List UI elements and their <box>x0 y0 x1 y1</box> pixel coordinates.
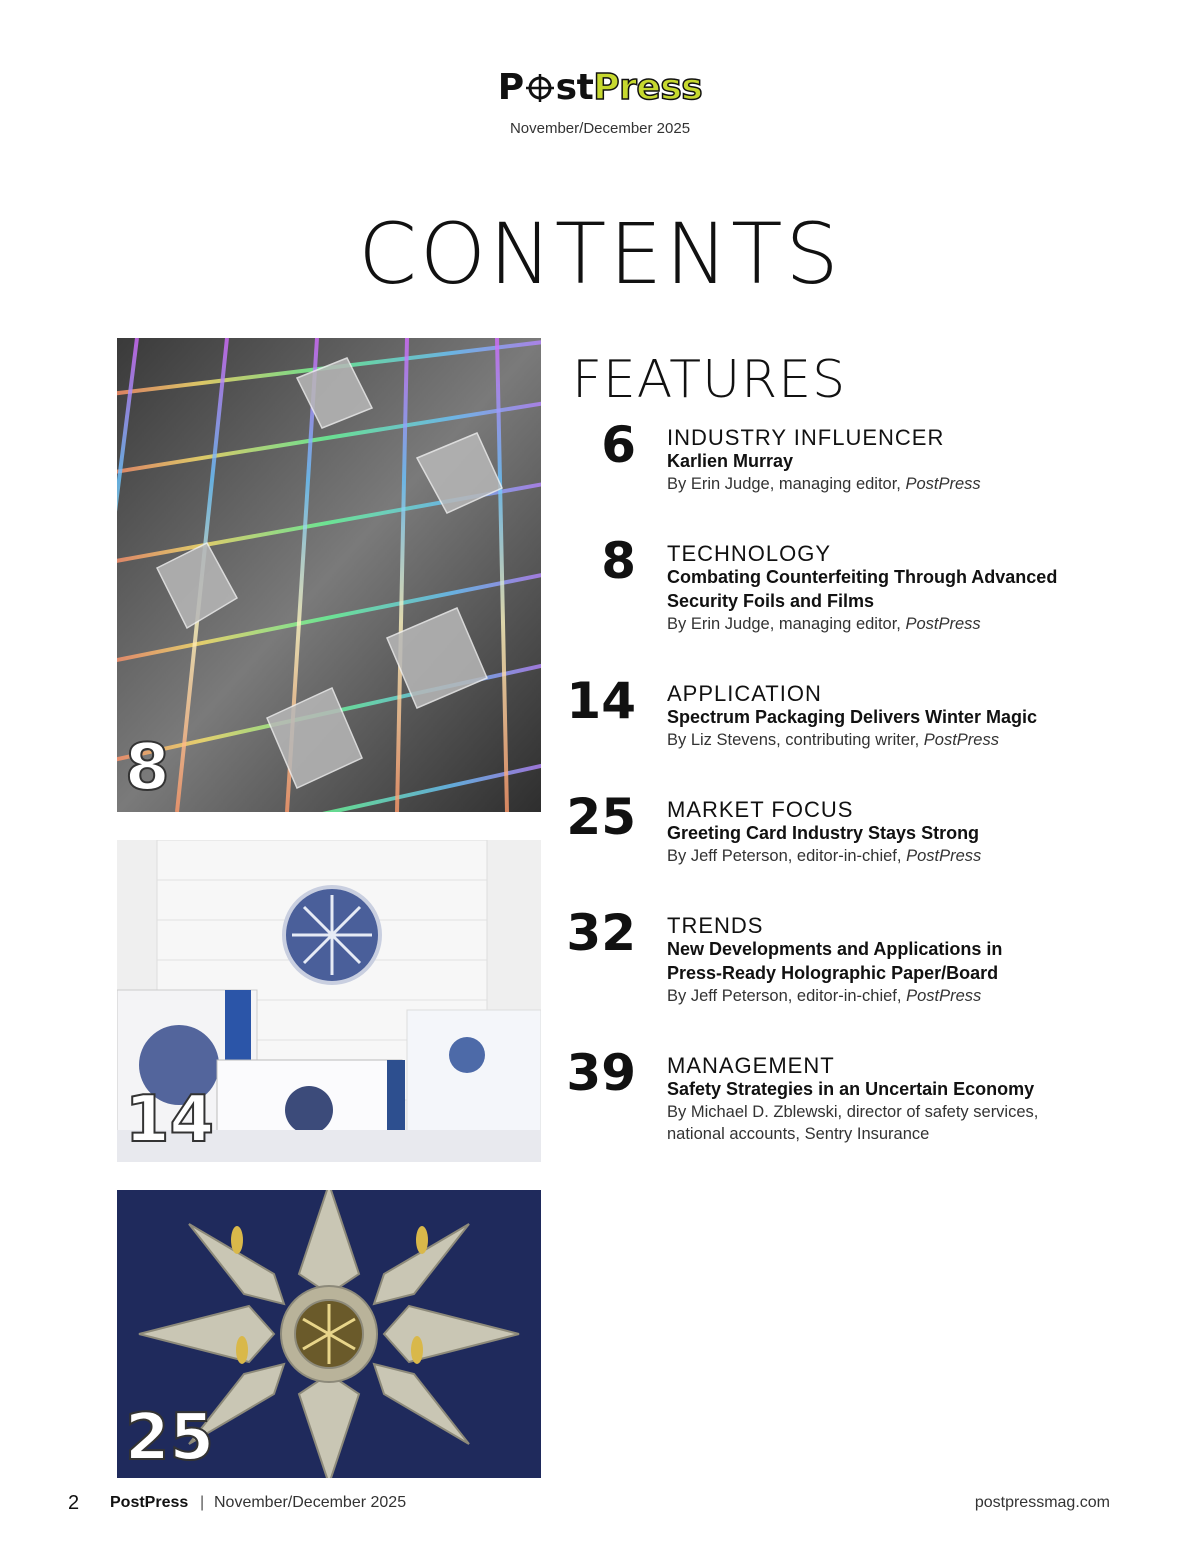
photo-page-number: 25 <box>125 1401 215 1475</box>
masthead <box>0 67 1200 137</box>
feature-section: TRENDS <box>667 913 764 938</box>
foil-snowflake-card-photo[interactable] <box>117 1190 541 1478</box>
footer-brand: PostPress <box>110 1494 189 1511</box>
feature-page-number: 6 <box>601 416 636 474</box>
feature-headline[interactable]: Combating Counterfeiting Through Advanced <box>667 567 1058 588</box>
feature-byline: By Liz Stevens, contributing writer, PostPress <box>667 731 999 750</box>
page-title: CONTENTS <box>358 205 842 303</box>
feature-page-number: 25 <box>566 788 636 846</box>
feature-section: INDUSTRY INFLUENCER <box>667 425 945 450</box>
feature-byline: By Erin Judge, managing editor, PostPress <box>667 614 981 633</box>
feature-headline-line2[interactable]: Press-Ready Holographic Paper/Board <box>667 963 999 984</box>
snowscape-packaging-photo[interactable] <box>117 840 541 1162</box>
holographic-foil-photo[interactable] <box>117 338 541 812</box>
feature-page-number: 39 <box>566 1044 636 1102</box>
issue-date: November/December 2025 <box>509 120 691 137</box>
crosshair-icon <box>525 73 555 103</box>
feature-section: MARKET FOCUS <box>667 797 854 822</box>
postpress-logo[interactable] <box>497 67 703 108</box>
logo-text-st: st <box>555 67 594 108</box>
feature-headline-line2[interactable]: Security Foils and Films <box>667 591 875 612</box>
feature-byline-line2: national accounts, Sentry Insurance <box>667 1124 930 1143</box>
feature-headline[interactable]: New Developments and Applications in <box>667 939 1003 960</box>
feature-page-number: 32 <box>566 904 636 962</box>
holographic-foil-image <box>117 338 541 812</box>
feature-page-number: 8 <box>601 532 636 590</box>
feature-section: TECHNOLOGY <box>667 541 832 566</box>
feature-byline: By Erin Judge, managing editor, PostPress <box>667 475 981 494</box>
feature-headline[interactable]: Greeting Card Industry Stays Strong <box>667 823 980 844</box>
feature-headline[interactable]: Spectrum Packaging Delivers Winter Magic <box>667 707 1037 728</box>
feature-section: APPLICATION <box>667 681 822 706</box>
folio-page-number: 2 <box>68 1492 80 1514</box>
features-heading: FEATURES <box>572 350 847 410</box>
footer-website-link[interactable]: postpressmag.com <box>974 1494 1110 1511</box>
logo-text-p: P <box>497 67 524 108</box>
page-footer <box>0 1494 1200 1518</box>
photo-page-number: 8 <box>125 731 170 805</box>
footer-separator: | <box>200 1494 205 1511</box>
footer-issue-date: November/December 2025 <box>214 1494 407 1511</box>
feature-headline[interactable]: Safety Strategies in an Uncertain Economy <box>667 1079 1035 1100</box>
feature-byline: By Jeff Peterson, editor-in-chief, PostPress <box>667 986 982 1005</box>
feature-headline[interactable]: Karlien Murray <box>667 451 794 472</box>
feature-section: MANAGEMENT <box>667 1053 835 1078</box>
feature-byline: By Jeff Peterson, editor-in-chief, PostPress <box>667 847 982 866</box>
feature-byline: By Michael D. Zblewski, director of safety services, <box>667 1103 1039 1122</box>
feature-page-number: 14 <box>566 672 636 730</box>
logo-text-press: Press <box>593 67 703 108</box>
photo-page-number: 14 <box>125 1083 215 1157</box>
